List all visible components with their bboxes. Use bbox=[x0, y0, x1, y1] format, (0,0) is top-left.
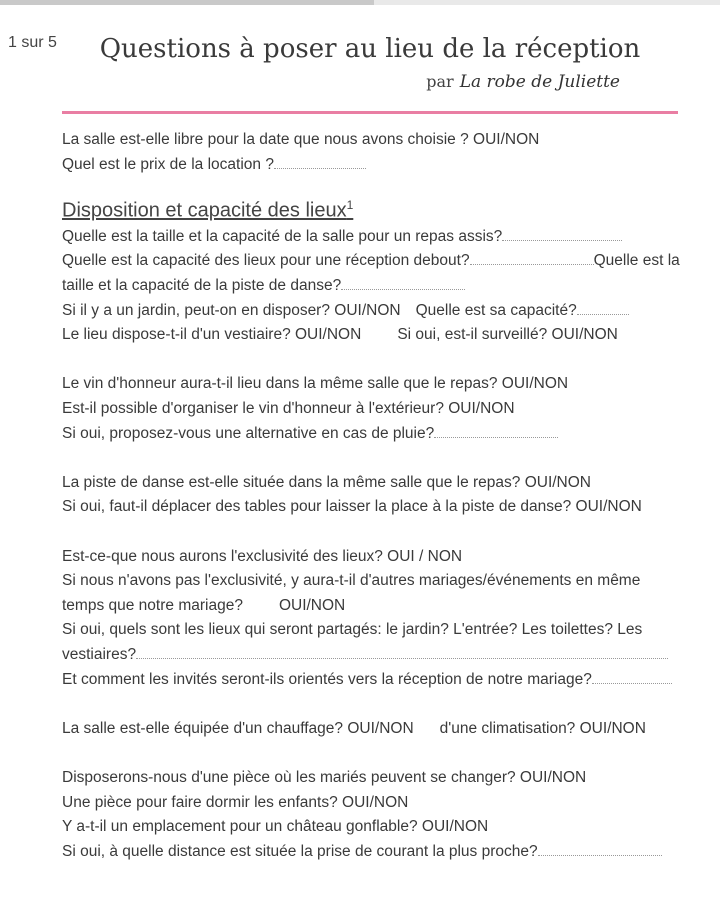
question-line bbox=[62, 840, 682, 865]
header-divider bbox=[62, 111, 678, 114]
question-text: Quelle est la taille et la capacité de la salle pour un repas assis? bbox=[62, 227, 503, 245]
answer-blank bbox=[434, 423, 558, 438]
question-line: Est-il possible d'organiser le vin d'honneur à l'extérieur? OUI/NON bbox=[62, 400, 515, 417]
question-line bbox=[62, 594, 682, 619]
question-text: Si oui, à quelle distance est située la prise de courant la plus proche? bbox=[62, 842, 538, 860]
document-body bbox=[62, 128, 682, 864]
question-text: taille et la capacité de la piste de danse? bbox=[62, 277, 342, 295]
viewer-progress-fill bbox=[0, 0, 374, 5]
document-title: Questions à poser au lieu de la réception bbox=[99, 34, 641, 64]
question-line: Si oui, faut-il déplacer des tables pour laisser la place à la piste de danse? OUI/NON bbox=[62, 498, 642, 516]
question-text: Si oui, proposez-vous une alternative en cas de pluie? bbox=[62, 424, 435, 442]
question-text: Si oui, est-il surveillé? OUI/NON bbox=[397, 326, 618, 344]
question-text: Quelle est la bbox=[593, 252, 680, 270]
byline-signature: La robe de Juliette bbox=[459, 72, 620, 92]
answer-blank bbox=[136, 644, 668, 659]
question-line: Y a-t-il un emplacement pour un château gonflable? OUI/NON bbox=[62, 818, 489, 836]
question-line: Si oui, quels sont les lieux qui seront partagés: le jardin? L'entrée? Les toilettes? Les bbox=[62, 621, 643, 639]
question-line: Disposerons-nous d'une pièce où les mariés peuvent se changer? OUI/NON bbox=[62, 768, 587, 786]
page-indicator: 1 sur 5 bbox=[8, 34, 57, 51]
question-line bbox=[62, 274, 682, 299]
question-line: La salle est-elle libre pour la date que nous avons choisie ? OUI/NON bbox=[62, 131, 540, 148]
answer-blank bbox=[341, 275, 465, 290]
question-line bbox=[62, 225, 682, 250]
question-line bbox=[62, 299, 682, 324]
question-text: Le lieu dispose-t-il d'un vestiaire? OUI/NON bbox=[62, 326, 362, 344]
section-heading-text: Disposition et capacité des lieux bbox=[62, 199, 347, 222]
question-line bbox=[62, 717, 682, 742]
viewer-progress-bar bbox=[0, 0, 720, 5]
answer-blank bbox=[538, 841, 662, 856]
question-text: Si il y a un jardin, peut-on en disposer? OUI/NON bbox=[62, 301, 401, 319]
answer-blank bbox=[274, 154, 366, 169]
footnote-marker: 1 bbox=[346, 198, 354, 213]
question-text: OUI/NON bbox=[278, 596, 346, 614]
byline-prefix: par bbox=[426, 72, 454, 91]
section-heading bbox=[62, 191, 682, 225]
answer-blank bbox=[470, 250, 594, 265]
question-line bbox=[62, 153, 682, 178]
question-line bbox=[62, 323, 682, 348]
question-text: Quelle est sa capacité? bbox=[415, 301, 577, 319]
question-text: Quel est le prix de la location ? bbox=[62, 155, 274, 173]
question-text: vestiaires? bbox=[62, 645, 137, 663]
question-line: Est-ce-que nous aurons l'exclusivité des lieux? OUI / NON bbox=[62, 547, 463, 565]
question-line: Une pièce pour faire dormir les enfants? OUI/NON bbox=[62, 793, 409, 811]
question-line bbox=[62, 422, 682, 447]
byline bbox=[426, 72, 620, 92]
question-text: La salle est-elle équipée d'un chauffage? OUI/NON bbox=[62, 719, 414, 737]
question-text: temps que notre mariage? bbox=[62, 596, 243, 614]
question-line bbox=[62, 249, 682, 274]
question-line: Le vin d'honneur aura-t-il lieu dans la même salle que le repas? OUI/NON bbox=[62, 375, 569, 393]
question-text: d'une climatisation? OUI/NON bbox=[439, 719, 646, 737]
question-line: Si nous n'avons pas l'exclusivité, y aura-t-il d'autres mariages/événements en même bbox=[62, 572, 641, 590]
answer-blank bbox=[502, 226, 622, 241]
question-text: Et comment les invités seront-ils orientés vers la réception de notre mariage? bbox=[62, 670, 592, 688]
question-text: Quelle est la capacité des lieux pour une réception debout? bbox=[62, 252, 470, 270]
question-line bbox=[62, 668, 682, 693]
answer-blank bbox=[592, 669, 672, 684]
question-line: La piste de danse est-elle située dans la même salle que le repas? OUI/NON bbox=[62, 473, 592, 491]
answer-blank bbox=[577, 300, 629, 315]
question-line bbox=[62, 643, 682, 668]
